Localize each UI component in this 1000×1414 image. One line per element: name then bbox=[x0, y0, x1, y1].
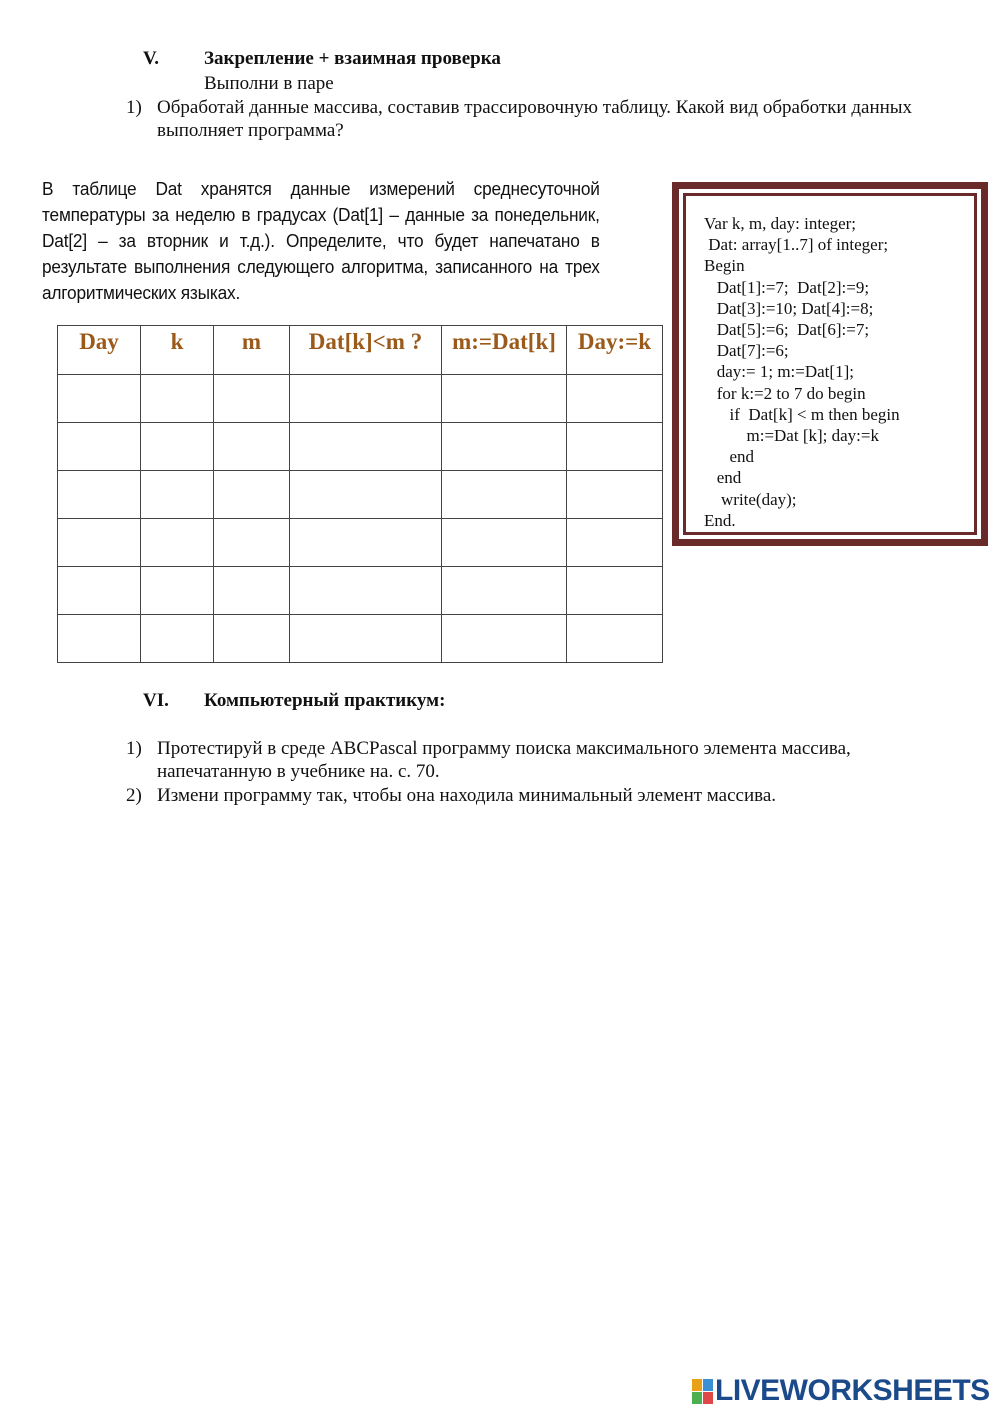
code-line: end bbox=[704, 468, 742, 488]
code-line: end bbox=[704, 447, 755, 467]
code-line: Dat[3]:=10; Dat[4]:=8; bbox=[704, 298, 874, 318]
table-cell[interactable] bbox=[567, 519, 663, 567]
table-cell[interactable] bbox=[290, 471, 442, 519]
code-line: m:=Dat [k]; day:=k bbox=[704, 426, 879, 446]
table-cell[interactable] bbox=[567, 615, 663, 663]
section-6-title: Компьютерный практикум: bbox=[204, 690, 446, 711]
table-cell[interactable] bbox=[141, 423, 214, 471]
header-k: k bbox=[141, 326, 214, 375]
table-cell[interactable] bbox=[141, 615, 214, 663]
table-cell[interactable] bbox=[290, 423, 442, 471]
table-row bbox=[58, 615, 663, 663]
section-6-number: VI. bbox=[143, 690, 169, 711]
table-cell[interactable] bbox=[442, 471, 567, 519]
code-line: Dat[1]:=7; Dat[2]:=9; bbox=[704, 277, 870, 297]
task-1-line-2: выполняет программа? bbox=[157, 120, 344, 141]
table-cell[interactable] bbox=[442, 519, 567, 567]
code-line: if Dat[k] < m then begin bbox=[704, 404, 900, 424]
table-cell[interactable] bbox=[567, 423, 663, 471]
table-cell[interactable] bbox=[58, 471, 141, 519]
table-cell[interactable] bbox=[141, 567, 214, 615]
table-row bbox=[58, 375, 663, 423]
section-5-subtitle: Выполни в паре bbox=[204, 73, 334, 94]
table-cell[interactable] bbox=[442, 567, 567, 615]
table-cell[interactable] bbox=[567, 567, 663, 615]
header-assign-day: Day:=k bbox=[567, 326, 663, 375]
table-row bbox=[58, 519, 663, 567]
section-5-number: V. bbox=[143, 48, 160, 69]
code-line: End. bbox=[704, 510, 736, 530]
logo-text: LIVEWORKSHEETS bbox=[715, 1374, 990, 1407]
table-cell[interactable] bbox=[442, 423, 567, 471]
table-cell[interactable] bbox=[290, 567, 442, 615]
liveworksheets-logo bbox=[692, 1374, 990, 1408]
code-line: Dat[7]:=6; bbox=[704, 341, 789, 361]
task-1-line-1: Обработай данные массива, составив трассировочную таблицу. Какой вид обработки данных bbox=[157, 97, 913, 118]
header-assign-m: m:=Dat[k] bbox=[442, 326, 567, 375]
table-cell[interactable] bbox=[214, 567, 290, 615]
table-cell[interactable] bbox=[567, 471, 663, 519]
code-box bbox=[672, 182, 988, 546]
logo-mark-icon bbox=[692, 1379, 712, 1403]
code-line: write(day); bbox=[704, 489, 797, 509]
table-cell[interactable] bbox=[141, 471, 214, 519]
table-cell[interactable] bbox=[290, 615, 442, 663]
practice-2-number: 2) bbox=[126, 785, 142, 806]
table-cell[interactable] bbox=[58, 567, 141, 615]
table-cell[interactable] bbox=[214, 615, 290, 663]
code-line: day:= 1; m:=Dat[1]; bbox=[704, 362, 854, 382]
code-line: for k:=2 to 7 do begin bbox=[704, 383, 866, 403]
table-cell[interactable] bbox=[442, 375, 567, 423]
task-1-number: 1) bbox=[126, 97, 142, 118]
trace-table bbox=[57, 325, 663, 663]
trace-table-header-row bbox=[58, 326, 663, 375]
table-cell[interactable] bbox=[214, 375, 290, 423]
table-cell[interactable] bbox=[214, 471, 290, 519]
table-cell[interactable] bbox=[141, 375, 214, 423]
practice-1-number: 1) bbox=[126, 738, 142, 759]
table-cell[interactable] bbox=[141, 519, 214, 567]
code-line: Var k, m, day: integer; bbox=[704, 214, 857, 233]
table-cell[interactable] bbox=[58, 519, 141, 567]
table-row bbox=[58, 471, 663, 519]
table-cell[interactable] bbox=[290, 375, 442, 423]
table-row bbox=[58, 567, 663, 615]
table-cell[interactable] bbox=[214, 519, 290, 567]
task-description: В таблице Dat хранятся данные измерений среднесуточной температуры за неделю в градусах (Dat[1] – данные за понедельник, Dat[2] – за вторник и т.д.). Определите, что будет напечатано в результате выполнения следующего алгоритма, записанного на трех алгоритмических языках. bbox=[42, 179, 600, 303]
header-condition: Dat[k]<m ? bbox=[290, 326, 442, 375]
table-row bbox=[58, 423, 663, 471]
code-line: Dat[5]:=6; Dat[6]:=7; bbox=[704, 320, 870, 340]
table-cell[interactable] bbox=[442, 615, 567, 663]
code-listing bbox=[683, 193, 977, 535]
table-cell[interactable] bbox=[58, 615, 141, 663]
header-day: Day bbox=[58, 326, 141, 375]
practice-2-line-1: Измени программу так, чтобы она находила минимальный элемент массива. bbox=[157, 785, 777, 806]
table-cell[interactable] bbox=[214, 423, 290, 471]
header-m: m bbox=[214, 326, 290, 375]
table-cell[interactable] bbox=[58, 423, 141, 471]
code-line: Dat: array[1..7] of integer; bbox=[704, 235, 889, 255]
table-cell[interactable] bbox=[58, 375, 141, 423]
practice-1-line-2: напечатанную в учебнике на. с. 70. bbox=[157, 761, 440, 782]
table-cell[interactable] bbox=[290, 519, 442, 567]
code-line: Begin bbox=[704, 256, 745, 276]
practice-1-line-1: Протестируй в среде ABCPascal программу поиска максимального элемента массива, bbox=[157, 738, 851, 759]
section-5-title: Закрепление + взаимная проверка bbox=[204, 48, 501, 69]
table-cell[interactable] bbox=[567, 375, 663, 423]
